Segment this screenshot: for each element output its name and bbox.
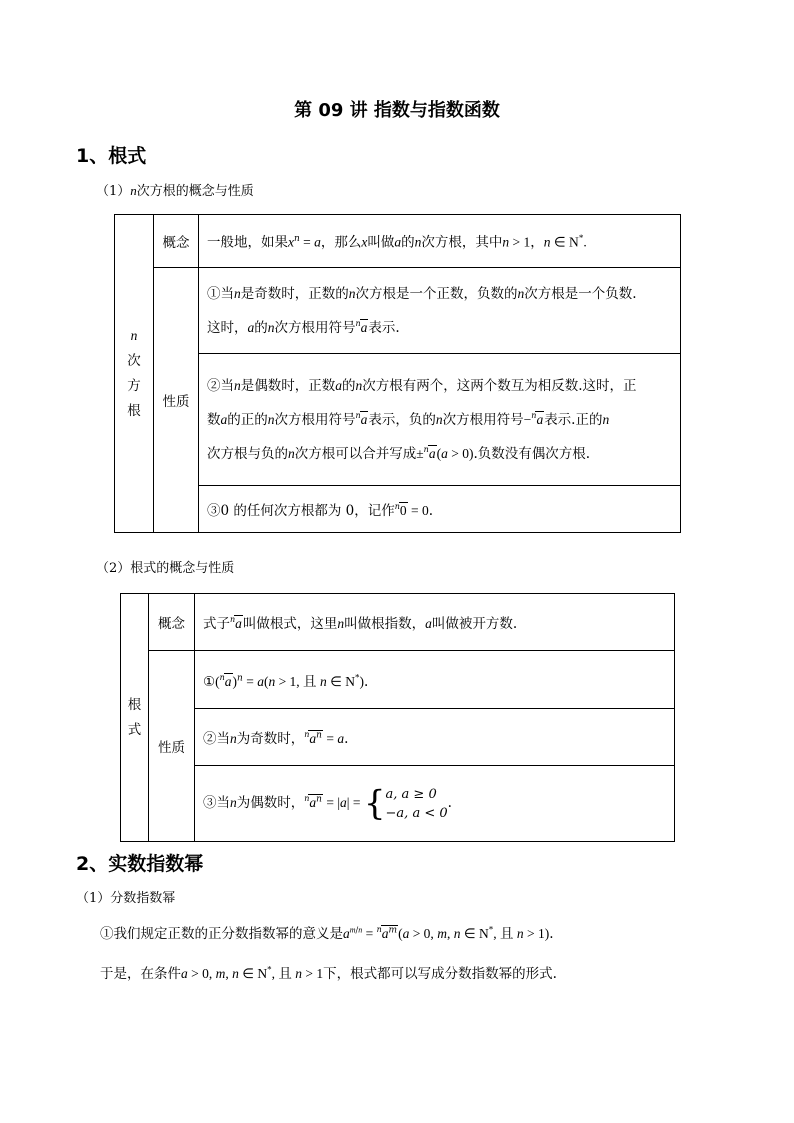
table1-concept-cell: 一般地，如果$x^n = a$，那么x叫做a的n次方根，其中n > 1，n ∈ N*. [199,215,681,268]
table1-property-label: 性质 [154,268,199,533]
subsection-nth-root: （1）n次方根的概念与性质 [96,183,254,199]
table2-property-1: $①(^na)^n = a(n > 1$, 且 n ∈ N*). [195,651,675,709]
section-heading-radicals: 1、根式 [76,145,147,167]
subsection-fraction-exponent: （1）分数指数幂 [76,891,176,906]
fraction-exponent-definition: ①我们规定正数的正分数指数幂的意义是$a^{m/n} = ^na^m(a > 0$, m, n ∈ N*, 且 n > 1). [100,924,554,942]
table2-property-2: ②当n为奇数时，$^na^n = a$. [195,709,675,766]
table1-property-zero: ③0 的任何次方根都为 0，记作$^n$0 = 0. [199,486,681,533]
nth-root-table [114,214,681,533]
table2-side-label: 根 式 [121,594,149,842]
table2-concept-cell: 式子$^n$a叫做根式，这里n叫做根指数，a叫做被开方数. [195,594,675,651]
table1-concept-label: 概念 [154,215,199,268]
table1-property-odd: ①当n是奇数时，正数的n次方根是一个正数，负数的n次方根是一个负数. 这时，a的n次方根用符号$^n$a表示. [199,268,681,354]
table1-side-label: n 次 方 根 [115,215,154,533]
table2-property-label: 性质 [149,651,195,842]
fraction-exponent-conclusion: 于是，在条件a > 0, m, n ∈ N*, 且 n > 1下，根式都可以写成分数指数幂的形式. [100,964,557,982]
table2-concept-label: 概念 [149,594,195,651]
subsection-radical: （2）根式的概念与性质 [96,561,235,576]
page-title: 第 09 讲 指数与指数函数 [294,100,500,121]
table2-property-3: ③当n为偶数时，$^na^n = |a| = \{a$, a ≥ 0 −a, a < 0. [195,766,675,842]
section-heading-real-exponent: 2、实数指数幂 [76,853,204,875]
table1-property-even: ②当n是偶数时，正数a的n次方根有两个，这两个数互为相反数.这时，正 数a的正的n次方根用符号$^n$a表示，负的n次方根用符号−$^n$a表示.正的n 次方根与负的n次方根可以合并写成±$^n$a(a > 0).负数没有偶次方根. [199,354,681,486]
radical-table [120,593,675,842]
